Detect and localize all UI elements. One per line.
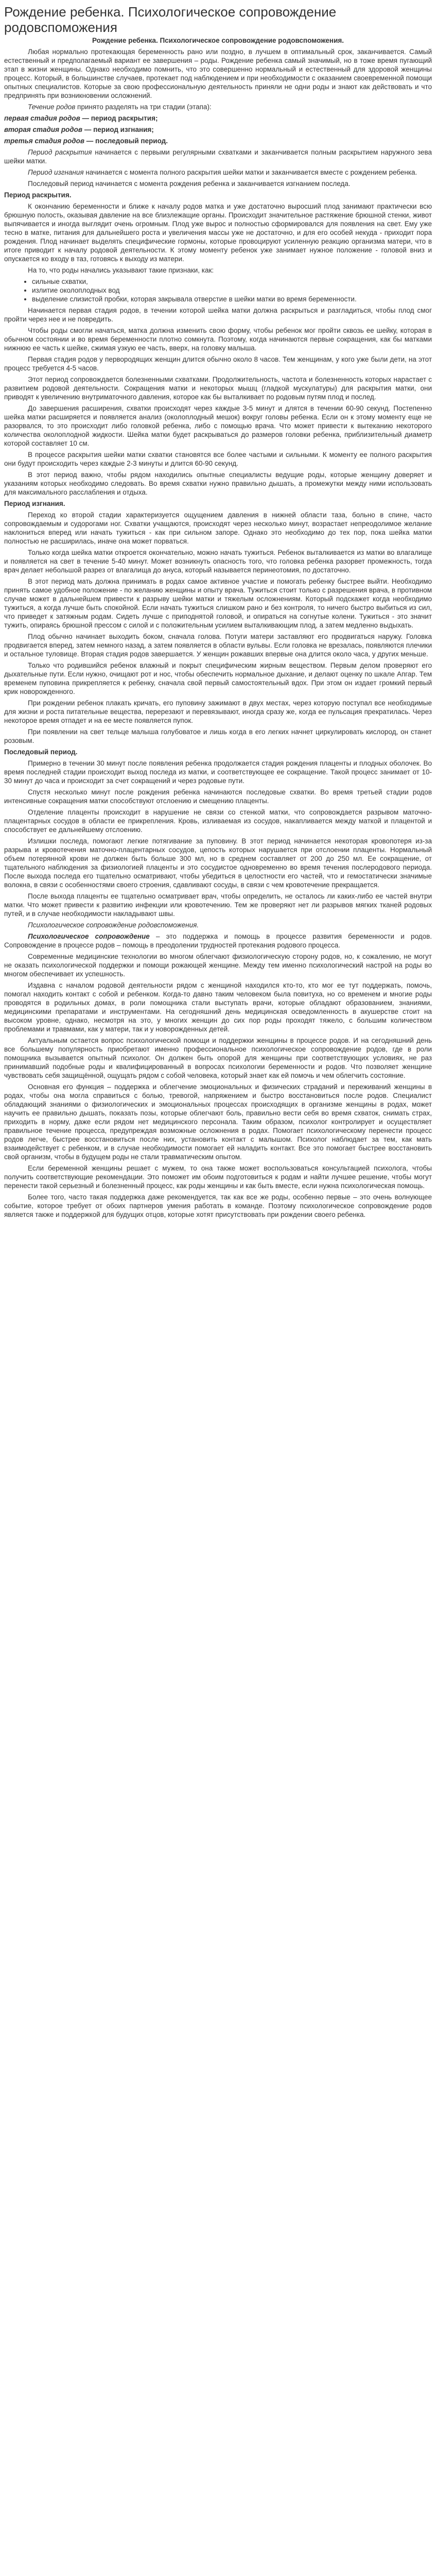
paragraph: К окончанию беременности и ближе к началу родов матка и уже достаточно выросший плод занимают практически всю брюшную полость, оказывая давление на все близлежащие органы. Происходит значительное растяжение брюшной стенки, живот выпячивается и иногда выглядит очень огромным. Плод уже вырос и полностью сформировался для появления на свет. Ему уже тесно в матке, питания для дальнейшего роста и увеличения массы уже не достаточно, и для его особей некуда - приходит пора рождения. Плод начинает выделять специфические гормоны, которые провоцируют усиленную реакцию организма матери, что в итоге приводит к началу родовой деятельности. К этому моменту ребенок уже занимает нужное положение - головой вниз и опускается ко входу в таз, готовясь к выходу из матери.	[4, 202, 432, 263]
paragraph: Начинается первая стадия родов, в течении которой шейка матки должна раскрыться и разгладиться, чтобы плод смог пройти через нее и не повредить.	[4, 307, 432, 323]
stage-item: третья стадия родов — последовый период.	[4, 137, 168, 145]
list-item: • излитие околоплодных вод	[32, 286, 432, 295]
paragraph: Более того, часто такая поддержка даже рекомендуется, так как все же роды, особенно первые – это очень волнующее событие, которое требует от обоих партнеров умения работать в команде. Поэтому психологическое сопровождение родов является также и поддержкой для будущих отцов, которые хотят присутствовать при рождении своего ребенка.	[4, 1193, 432, 1218]
paragraph: До завершения расширения, схватки происходят через каждые 3-5 минут и длятся в течении 60-90 секунд. Постепенно шейка матки расширяется и появляется анализ (околоплодный мешок) вокруг головы ребенка. Если он к этому моменту еще не разорвался, то это происходит либо головкой ребенка, либо с помощью врача. Что может привести к вытеканию некоторого количества околоплодной жидкости. Шейка матки будет раскрываться до размеров головки ребенка, приблизительный диаметр которой составляет 10 см.	[4, 404, 432, 447]
paragraph: Чтобы роды смогли начаться, матка должна изменить свою форму, чтобы ребенок мог пройти сквозь ее шейку, которая в обычном состоянии и во время беременности плотно сомкнута. Поэтому, когда начинаются первые сокращения, как бы матками нижнюю ее часть к шейке, сжимая узкую ее часть, вверх, на головку малыша.	[4, 327, 432, 352]
page-title: Рождение ребенка. Психологическое сопровождение родовспоможения	[4, 4, 337, 35]
paragraph: Если беременной женщины решает с мужем, то она также может воспользоваться консультацией психолога, чтобы получить соответствующие рекомендации. Это поможет им обоим подготовиться к родам и найти лучшее решение, чтобы могут перенести такой серьезный и болезненный процесс, как роды женщины и как быть вместе, если нужна психологическая помощь.	[4, 1164, 432, 1190]
paragraph: Основная его функция – поддержка и облегчение эмоциональных и физических страданий и переживаний женщины в родах, чтобы она могла справиться с болью, тревогой, напряжением и быстро восстановиться после родов. Специалист обладающий знаниями о физиологических и эмоциональных процессах происходящих в организме женщины в родах, может научить ее правильно дышать, показать позы, которые облегчают боль, правильно вести себя во время схваток, снимать страх, приходить в норму, даже если рядом нет медицинского персонала. Таким образом, психолог контролирует и осуществляет правильное течение процесса, предупреждая возможные осложнения в родах. Помогает психологическому перенести процесс родов легче, быстрее восстановиться после них, установить контакт с малышом. Психолог наблюдает за тем, как мать взаимодействует с ребенком, и в случае необходимости помогает ей наладить контакт. Все это помогает быстрее восстановить свой организм, чтобы в будущем роды не стали травматическим опытом.	[4, 1083, 432, 1161]
paragraph: Плод обычно начинает выходить боком, сначала голова. Потуги матери заставляют его продвигаться наружу. Головка продвигается вперед, затем немного назад, а затем появляется в области вульвы. Если головка не врезалась, появляются плечики и остальное туловище. Вторая стадия родов завершается. У женщин рожавших впервые она длится около часа, у других меньше.	[4, 633, 432, 658]
paragraph: Этот период сопровождается болезненными схватками. Продолжительность, частота и болезненность которых нарастает с развитием родовой деятельности. Сокращения матки и некоторых мышц (гладкой мускулатуры) для раскрытия матки, они приводят к увеличению внутриматочного давления, которое как бы выталкивает по родовым путям плод и послед.	[4, 376, 432, 401]
paragraph: Любая нормально протекающая беременность рано или поздно, в лучшем в оптимальный срок, заканчивается. Самый естественный и предполагаемый вариант ее завершения – роды. Рождение ребенка самый значимый, но в тоже время пугающий этап в жизни женщины. Однако необходимо помнить, что это совершенно нормальный и естественный для здоровой женщины процесс. Который, в большинстве случаев, протекает под наблюдением и при необходимости с оказанием своевременной помощи опытных специалистов. Которые за свою профессиональную деятельность приняли не одни роды и знают как действовать и что предпринять при возникновении осложнений.	[4, 48, 432, 99]
paragraph: На то, что роды начались указывают такие признаки, как:	[28, 266, 214, 274]
list-item: • сильные схватки,	[32, 277, 432, 286]
paragraph: Современные медицинские технологии во многом облегчают физиологическую сторону родов, но, к сожалению, не могут не оказать психологической поддержки и помощи рожающей женщине. Между тем именно психологический настрой на роды во многом обеспечивает их успешность.	[4, 953, 432, 978]
paragraph: Последовый период начинается с момента рождения ребенка и заканчивается изгнанием последа.	[28, 180, 351, 188]
paragraph: Примерно в течении 30 минут после появления ребенка продолжается стадия рождения плаценты и плодных оболочек. Во время последней стадии происходит выход последа из матки, и соответствующее ее сокращение. Такой процесс занимает от 10-30 минут до часа и происходит за счет сокращений и через родовые пути.	[4, 759, 432, 785]
paragraph: Течение родов принято разделять на три стадии (этапа):	[28, 103, 212, 111]
paragraph: Период изгнания начинается с момента полного раскрытия шейки матки и заканчивается вместе с рождением ребенка.	[28, 168, 417, 176]
paragraph: Первая стадия родов у первородящих женщин длится обычно около 8 часов. Тем женщинам, у кого уже были дети, на этот процесс требуется 4-5 часов.	[4, 355, 432, 372]
article-body	[4, 36, 432, 1219]
section-subheading: Психологическое сопровождение родовспоможения.	[28, 921, 199, 929]
paragraph: Излишки последа, помогают легкие потягивание за пуповину. В этот период начинается некоторая кровопотеря из-за разрыва и кровотечения маточно-плацентарных сосудов, цепость которых нарушается при отслоении плаценты. Нормальный объем потерянной крови не должен быть больше 300 мл, но в среднем составляет от 200 до 250 мл. Ее сокращение, от тщательного наблюдения за физиологией плаценты и это сосудистое одновременно во время течения послеродового периода. После выхода последа его тщательно осматривают, чтобы убедиться в целостности его частей, что и гемостатически значимые волокна, в связи с особенностями своего строения, сдавливают сосуды, в связи с чем кровотечение прекращается.	[4, 837, 432, 889]
paragraph: Спустя несколько минут после рождения ребенка начинаются последовые схватки. Во время третьей стадии родов интенсивные сокращения матки способствуют отслоению и смещению плаценты.	[4, 788, 432, 805]
paragraph: В этот период важно, чтобы рядом находились опытные специалисты ведущие роды, которые женщину доверяет и указаниям которых необходимо следовать. Во время схватки нужно правильно дышать, а промежутки между ними использовать для максимального расслабления и отдыха.	[4, 471, 432, 496]
paragraph: В этот период мать должна принимать в родах самое активное участие и помогать ребенку быстрее выйти. Необходимо принять самое удобное положение - по желанию женщины и опыту врача. Тужиться стоит только с разрешения врача, в противном случае может в дальнейшем привести к разрыву шейки матки и тяжелым осложнениям. Который подскажет когда необходимо тужиться, а когда лучше быть спокойной. Если начать тужиться слишком рано и без контроля, то ничего быстро выбиться из сил, что приведет к затяжным родам. Сидеть лучше с приподнятой головой, и опираться на согнутые колени. Тужиться - это значит тужить, опираясь брюшной прессом с силой и с положительным усилием выталкивающим плод, а затем медленно выдыхать.	[4, 578, 432, 629]
paragraph: В процессе раскрытия шейки матки схватки становятся все более частыми и сильными. К моменту ее полного раскрытия они будут происходить через каждые 2-3 минуты и длится 60-90 секунд.	[4, 451, 432, 467]
paragraph: Отделение плаценты происходит в нарушение не связи со стенкой матки, что сопровождается разрывом маточно-плацентарных сосудов в области ее прикрепления. Кровь, изливаемая из сосудов, накапливается между маткой и плацентой и способствует ее дальнейшему отслоению.	[4, 808, 432, 834]
list-item: • выделение слизистой пробки, которая закрывала отверстие в шейки матки во время беременности.	[32, 295, 432, 303]
stage-item: первая стадия родов — период раскрытия;	[4, 114, 158, 122]
paragraph: Переход ко второй стадии характеризуется ощущением давления в нижней области таза, больно в спине, часто сопровождаемым и судорогами ног. Схватки учащаются, происходят через несколько минут, возрастает непреодолимое желание наклониться вперед или начать тужиться - как при сильном запоре. Однако это необходимо до тех пор, пока шейка матки полностью не расширилась, иначе она может порваться.	[4, 511, 432, 545]
intro-heading: Рождение ребенка. Психологическое сопровождение родовспоможения.	[92, 37, 344, 44]
paragraph: Период раскрытия начинается с первыми регулярными схватками и заканчивается полным раскрытием наружного зева шейки матки.	[4, 148, 432, 165]
paragraph: При появлении на свет тельце малыша голубоватое и лишь когда в его легких начнет циркулировать кислород, он станет розовым.	[4, 728, 432, 744]
paragraph: Издавна с началом родовой деятельности рядом с женщиной находился кто-то, кто мог ее тут поддержать, помочь, помогал находить контакт с собой и ребенком. Когда-то давно таким человеком была повитуха, но со временем и многие роды проводятся в родильных домах, в роли помощника стали выступать врачи, которые обладают образованием, знаниями, медицинскими препаратами и инструментами. На сегодняшний день медицинская осведомленность в акушерстве стоит на высоком уровне, однако, несмотря на это, у многих женщин до сих пор роды проходят тяжело, с большим количеством проблемами и травмами, как у матери, так и у новорожденных детей.	[4, 981, 432, 1033]
section-heading: Период раскрытия.	[4, 191, 72, 199]
paragraph: Психологическое сопровождение – это поддержка и помощь в процессе развития беременности и родов. Сопровождение в процессе родов – помощь в преодолении трудностей протекания родового процесса.	[4, 933, 432, 949]
section-heading: Период изгнания.	[4, 500, 65, 507]
paragraph: Только когда шейка матки откроется окончательно, можно начать тужиться. Ребенок выталкивается из матки во влагалище и появляется на свет в течение 5-40 минут. Может возникнуть опасность того, что головка ребенка разорвет промежность, тогда врач делает небольшой разрез от влагалища до ануса, который называется перинеотомия, по достаточно.	[4, 549, 432, 574]
stage-item: вторая стадия родов — период изгнания;	[4, 126, 154, 133]
page	[0, 0, 436, 1232]
paragraph: При рождении ребенок плакать кричать, его пуповину зажимают в двух местах, через которую поступал все необходимые для жизни и роста питательные вещества, перерезают и перевязывают, иногда сразу же, когда ее пульсация прекратилась. Через некоторое время отпадет и на ее месте появляется пупок.	[4, 699, 432, 724]
paragraph: Актуальным остается вопрос психологической помощи и поддержки женщины в процессе родов. И на сегодняшний день все большему популярность приобретают именно профессиональное психологическое сопровождение родов, где в роли помощника вызывается опытный психолог. Он должен быть опорой для женщины при соответствующих условиях, не раз принимавший подобные роды и квалифицированный в вопросах психологии беременности и родов. Что позволяет женщине чувствовать себя защищённой, ощущать рядом с собой человека, который знает как ей помочь и чем облегчить состояние.	[4, 1037, 432, 1079]
signs-list	[4, 277, 432, 303]
section-heading: Последовый период.	[4, 748, 78, 756]
paragraph: Только что родившийся ребенок влажный и покрыт специфическим жирным веществом. Первым делом проверяют его дыхательные пути. Если нужно, очищают рот и нос, чтобы обеспечить нормальное дыхание, и делают оценку по шкале Апгар. Тем временем пуповина прикрепляется к ребенку, сначала свой первый самостоятельный вдох. При этом он издает громкий первый крик новорожденного.	[4, 662, 432, 696]
paragraph: После выхода плаценты ее тщательно осматривает врач, чтобы определить, не осталось ли каких-либо ее частей внутри матки. Что может привести к развитию инфекции или кровотечению. Тем же проверяют нет ли разрывов мягких тканей родовых путей, и в случае необходимости накладывают швы.	[4, 892, 432, 918]
